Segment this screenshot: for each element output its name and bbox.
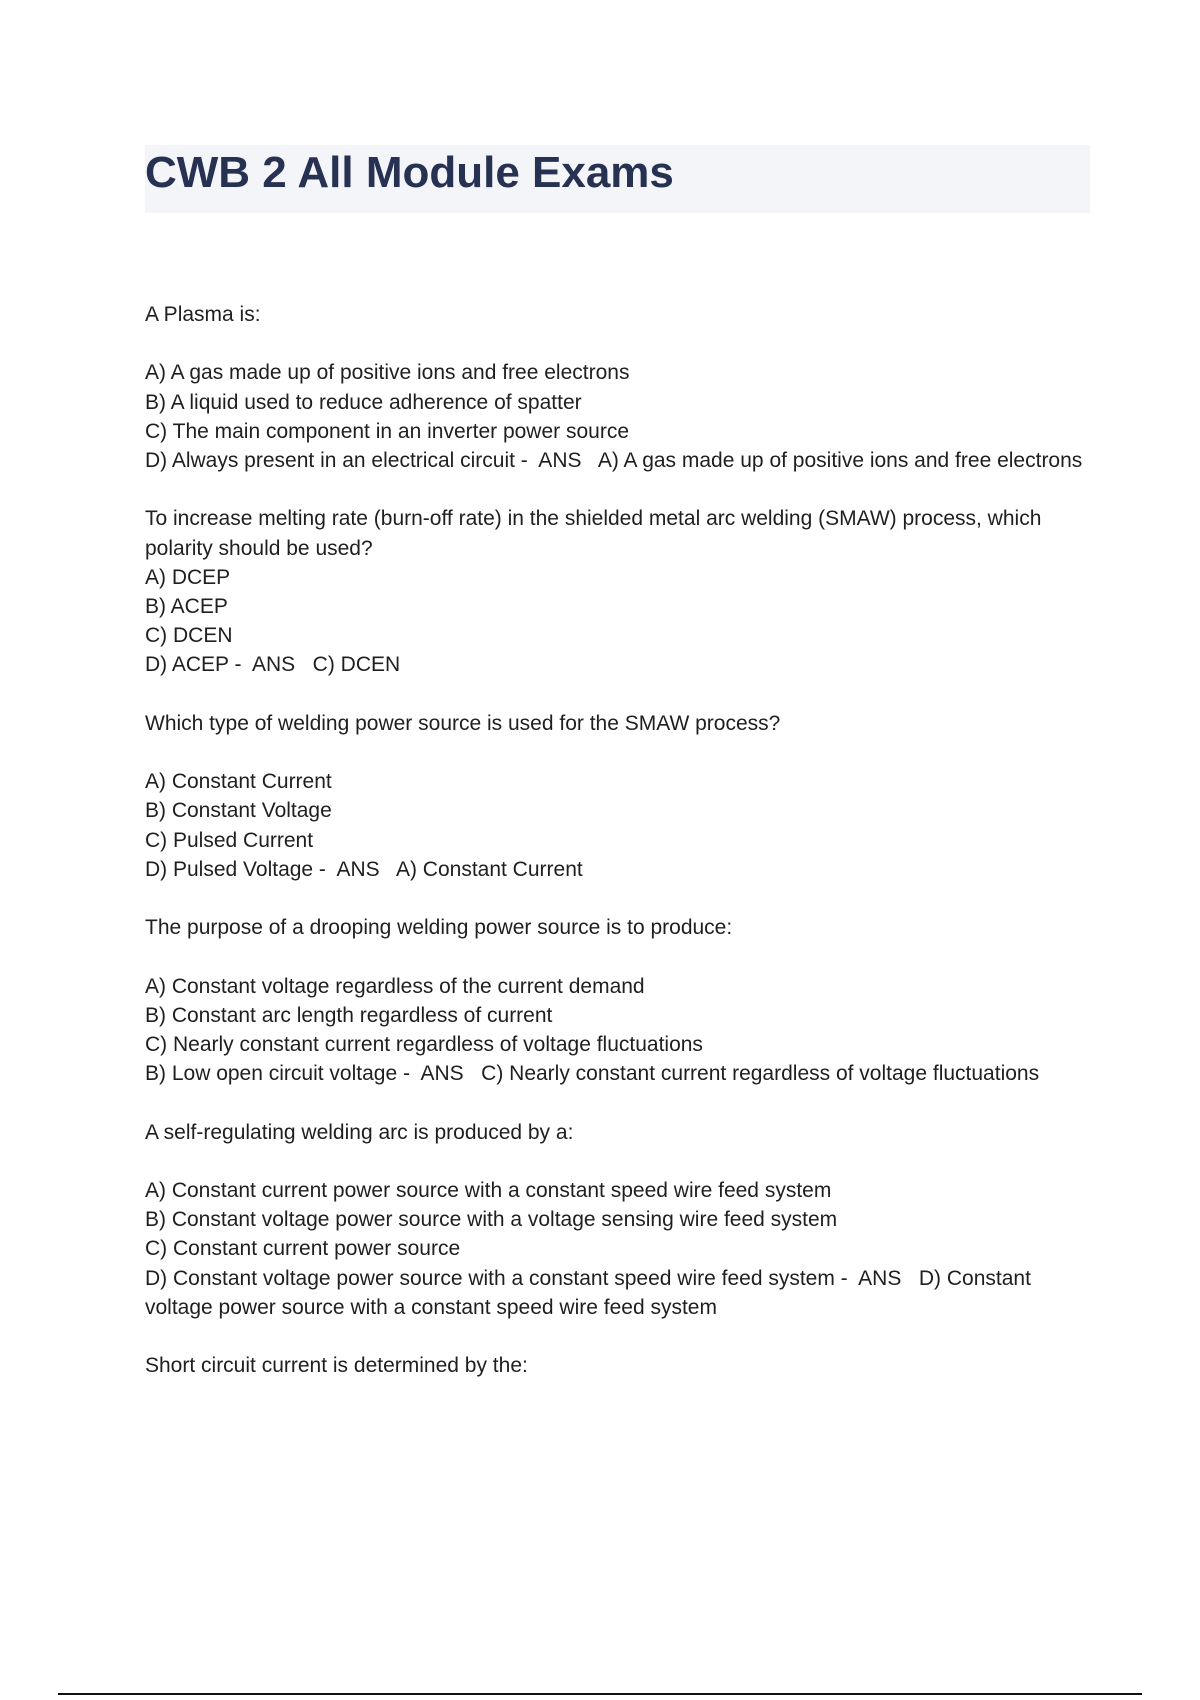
question-4 [145,913,1090,1088]
question-5 [145,1118,1090,1322]
question-stem: To increase melting rate (burn-off rate) in the shielded metal arc welding (SMAW) process, which polarity should be used? [145,507,1048,560]
answer-option: B) Constant Voltage [145,799,332,823]
question-stem: Which type of welding power source is used for the SMAW process? [145,711,781,735]
answer-option: A) DCEP [145,565,231,589]
footer-divider [58,1693,1142,1695]
question-list [145,300,1090,1410]
answer-option: C) The main component in an inverter power source [145,419,630,443]
answer-option-with-answer: D) ACEP - ANS C) DCEN [145,653,401,677]
answer-option: A) A gas made up of positive ions and free electrons [145,361,630,385]
answer-option: C) Pulsed Current [145,828,314,852]
answer-option: C) Constant current power source [145,1237,461,1261]
answer-option: B) ACEP [145,595,228,618]
answer-option-with-answer: D) Constant voltage power source with a constant speed wire feed system - ANS D) Constant voltage power source with a constant speed wire feed system [145,1266,1037,1319]
answer-option: C) Nearly constant current regardless of voltage fluctuations [145,1032,703,1056]
page-title: CWB 2 All Module Exams [145,148,674,197]
answer-option: B) Constant arc length regardless of current [145,1003,553,1027]
title-banner [145,145,1090,213]
spacer [145,329,1090,358]
question-stem: A self-regulating welding arc is produced by a: [145,1120,574,1144]
answer-option: C) DCEN [145,624,233,648]
question-3 [145,709,1090,884]
question-stem: A Plasma is: [145,303,261,326]
answer-option-with-answer: B) Low open circuit voltage - ANS C) Nearly constant current regardless of voltage fluctuations [145,1062,1040,1086]
spacer [145,1147,1090,1176]
question-2 [145,504,1090,679]
answer-option-with-answer: D) Pulsed Voltage - ANS A) Constant Current [145,857,583,881]
answer-option: A) Constant current power source with a constant speed wire feed system [145,1178,832,1202]
answer-option: A) Constant Current [145,770,332,794]
spacer [145,738,1090,767]
answer-option: A) Constant voltage regardless of the current demand [145,974,645,998]
question-stem: The purpose of a drooping welding power source is to produce: [145,916,733,940]
question-6 [145,1351,1090,1380]
answer-option: B) Constant voltage power source with a voltage sensing wire feed system [145,1208,838,1232]
question-stem: Short circuit current is determined by the: [145,1354,528,1378]
spacer [145,942,1090,971]
answer-option-with-answer: D) Always present in an electrical circuit - ANS A) A gas made up of positive ions and free electrons [145,449,1083,472]
answer-option: B) A liquid used to reduce adherence of spatter [145,390,582,414]
question-1 [145,300,1090,475]
